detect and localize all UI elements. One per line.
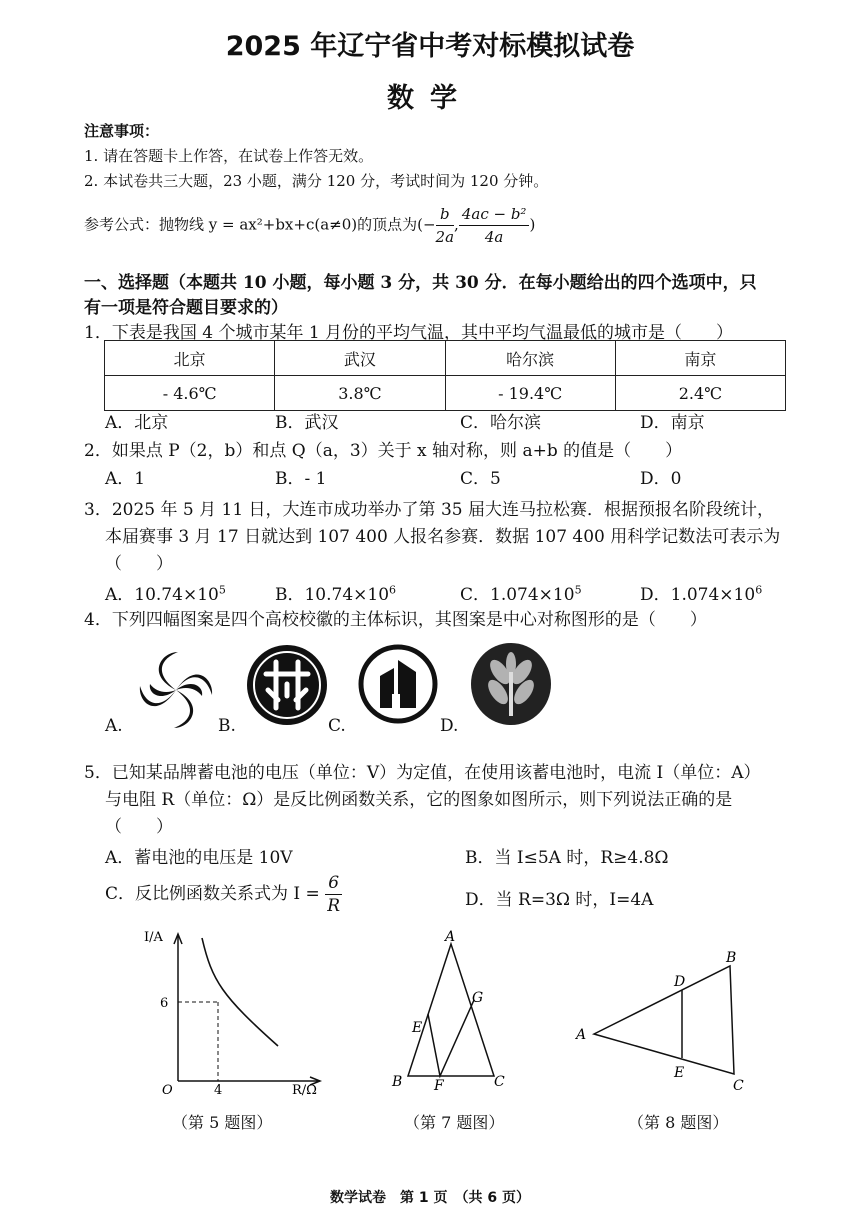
exam-title: 2025 年辽宁省中考对标模拟试卷 [225,31,635,62]
y-axis-label: I/A [144,930,163,945]
table-row [105,341,786,376]
origin-label: O [162,1083,173,1096]
formula-prefix: 参考公式：抛物线 y = ax²+bx+c(a≠0)的顶点为(− [84,215,436,234]
q3-option-c [460,580,582,605]
section1-heading-line1: 一、选择题（本题共 10 小题，每小题 3 分，共 30 分．在每小题给出的四个选项中，只 [84,273,757,293]
point-g-label: G [472,990,484,1006]
point-e-label: E [674,1065,685,1081]
q4-label-b: B. [218,716,236,736]
figure-5-graph [140,926,330,1096]
triangle-abc [594,966,734,1074]
city-cell: 武汉 [275,341,445,376]
formula-sep: , [454,215,459,234]
temperature-table [104,340,786,411]
point-d-label: D [674,974,686,990]
vertex-b-label: B [392,1074,403,1090]
q3-option-a [105,580,226,605]
q3-line3: （ ） [105,554,173,574]
q3-option-d [640,580,762,605]
formula-f1-den: 2a [435,228,455,246]
q3-line1: 3．2025 年 5 月 11 日，大连市成功举办了第 35 届大连马拉松赛．根据预报名阶段统计， [84,500,774,520]
notice-item-2: 2. 本试卷共三大题，23 小题，满分 120 分，考试时间为 120 分钟。 [84,172,549,190]
q1-stem: 1．下表是我国 4 个城市某年 1 月份的平均气温，其中平均气温最低的城市是（ ） [84,323,734,343]
hyperbola-curve [202,938,278,1046]
point-e-label: E [412,1020,423,1036]
figure-8-caption: （第 8 题图） [628,1113,729,1132]
subject-title: 数学 [387,83,473,114]
q5-line2: 与电阻 R（单位：Ω）是反比例函数关系，它的图象如图所示，则下列说法正确的是 [105,790,733,810]
q3-option-d-base: D．1.074×10 [640,585,756,605]
temp-cell: 2.4℃ [615,376,785,411]
q4-label-a: A. [105,716,123,736]
q5-line3: （ ） [105,817,173,837]
vertex-c-label: C [733,1078,744,1094]
formula-f1-num: b [436,203,455,226]
q3-option-a-base: A．10.74×10 [105,585,219,605]
q4-label-d: D. [440,716,459,736]
q3-option-b-exp: 6 [389,583,397,597]
y-tick-label: 6 [160,996,169,1011]
q5-option-c [105,872,342,917]
q3-option-c-base: C．1.074×10 [460,585,575,605]
q3-option-c-exp: 5 [574,583,582,597]
q1-option-a: A．北京 [105,413,169,433]
formula-fraction-1 [436,203,455,248]
q2-stem: 2．如果点 P（2，b）和点 Q（a，3）关于 x 轴对称，则 a+b 的值是（ ） [84,441,683,461]
q5-option-c-text: C．反比例函数关系式为 I = [105,884,326,904]
vertex-c-label: C [494,1074,505,1090]
segments-efg [428,1000,474,1076]
formula-fraction-2 [459,203,530,248]
q5-option-d: D．当 R=3Ω 时，I=4A [465,890,654,910]
temp-cell: - 4.6℃ [105,376,275,411]
q2-option-d: D．0 [640,469,682,489]
vertex-a-label: A [576,1027,587,1043]
vertex-b-label: B [726,950,737,966]
q3-option-b [275,580,396,605]
formula-f2-num: 4ac − b² [459,203,530,226]
x-axis-label: R/Ω [292,1083,317,1096]
figure-8-triangle [570,946,770,1096]
formula-f2-den: 4a [484,228,504,246]
q2-option-c: C．5 [460,469,501,489]
notice-heading: 注意事项： [84,122,160,140]
peking-logo-icon [246,644,328,726]
figure-7-triangle [386,926,516,1096]
temp-cell: - 19.4℃ [445,376,615,411]
section1-heading-line2: 有一项是符合题目要求的） [84,298,288,318]
q5-line1: 5．已知某品牌蓄电池的电压（单位：V）为定值，在使用该蓄电池时，电流 I（单位：A） [84,763,761,783]
q1-option-d: D．南京 [640,413,705,433]
table-row [105,376,786,411]
temp-cell: 3.8℃ [275,376,445,411]
q5-option-c-num: 6 [325,872,342,895]
figure-5-caption: （第 5 题图） [172,1113,273,1132]
q4-stem: 4．下列四幅图案是四个高校校徽的主体标识，其图案是中心对称图形的是（ ） [84,610,707,630]
reference-formula [84,203,535,248]
q1-option-c: C．哈尔滨 [460,413,542,433]
q2-option-a: A．1 [105,469,146,489]
page-footer: 数学试卷 第 1 页 （共 6 页） [330,1190,530,1206]
vertex-a-label: A [445,929,456,945]
city-cell: 南京 [615,341,785,376]
q4-label-c: C. [328,716,346,736]
building-logo-icon [358,644,438,724]
figure-7-caption: （第 7 题图） [404,1113,505,1132]
city-cell: 哈尔滨 [445,341,615,376]
x-tick-label: 4 [214,1083,223,1096]
point-f-label: F [434,1078,444,1094]
q5-option-c-den: R [327,896,340,916]
wheat-logo-icon [470,642,552,726]
formula-suffix: ) [529,215,536,234]
q2-option-b: B．- 1 [275,469,327,489]
q5-option-c-fraction [325,872,342,917]
q3-line2: 本届赛事 3 月 17 日就达到 107 400 人报名参赛．数据 107 400 用科学记数法可表示为 [105,527,781,547]
q1-option-b: B．武汉 [275,413,339,433]
city-cell: 北京 [105,341,275,376]
q5-option-a: A．蓄电池的电压是 10V [105,848,293,868]
q3-option-a-exp: 5 [218,583,226,597]
notice-item-1: 1. 请在答题卡上作答，在试卷上作答无效。 [84,147,374,165]
swirl-logo-icon [136,650,216,730]
q5-option-b: B．当 I≤5A 时，R≥4.8Ω [465,848,669,868]
q3-option-d-exp: 6 [755,583,763,597]
triangle-abc [408,944,494,1076]
q3-option-b-base: B．10.74×10 [275,585,390,605]
